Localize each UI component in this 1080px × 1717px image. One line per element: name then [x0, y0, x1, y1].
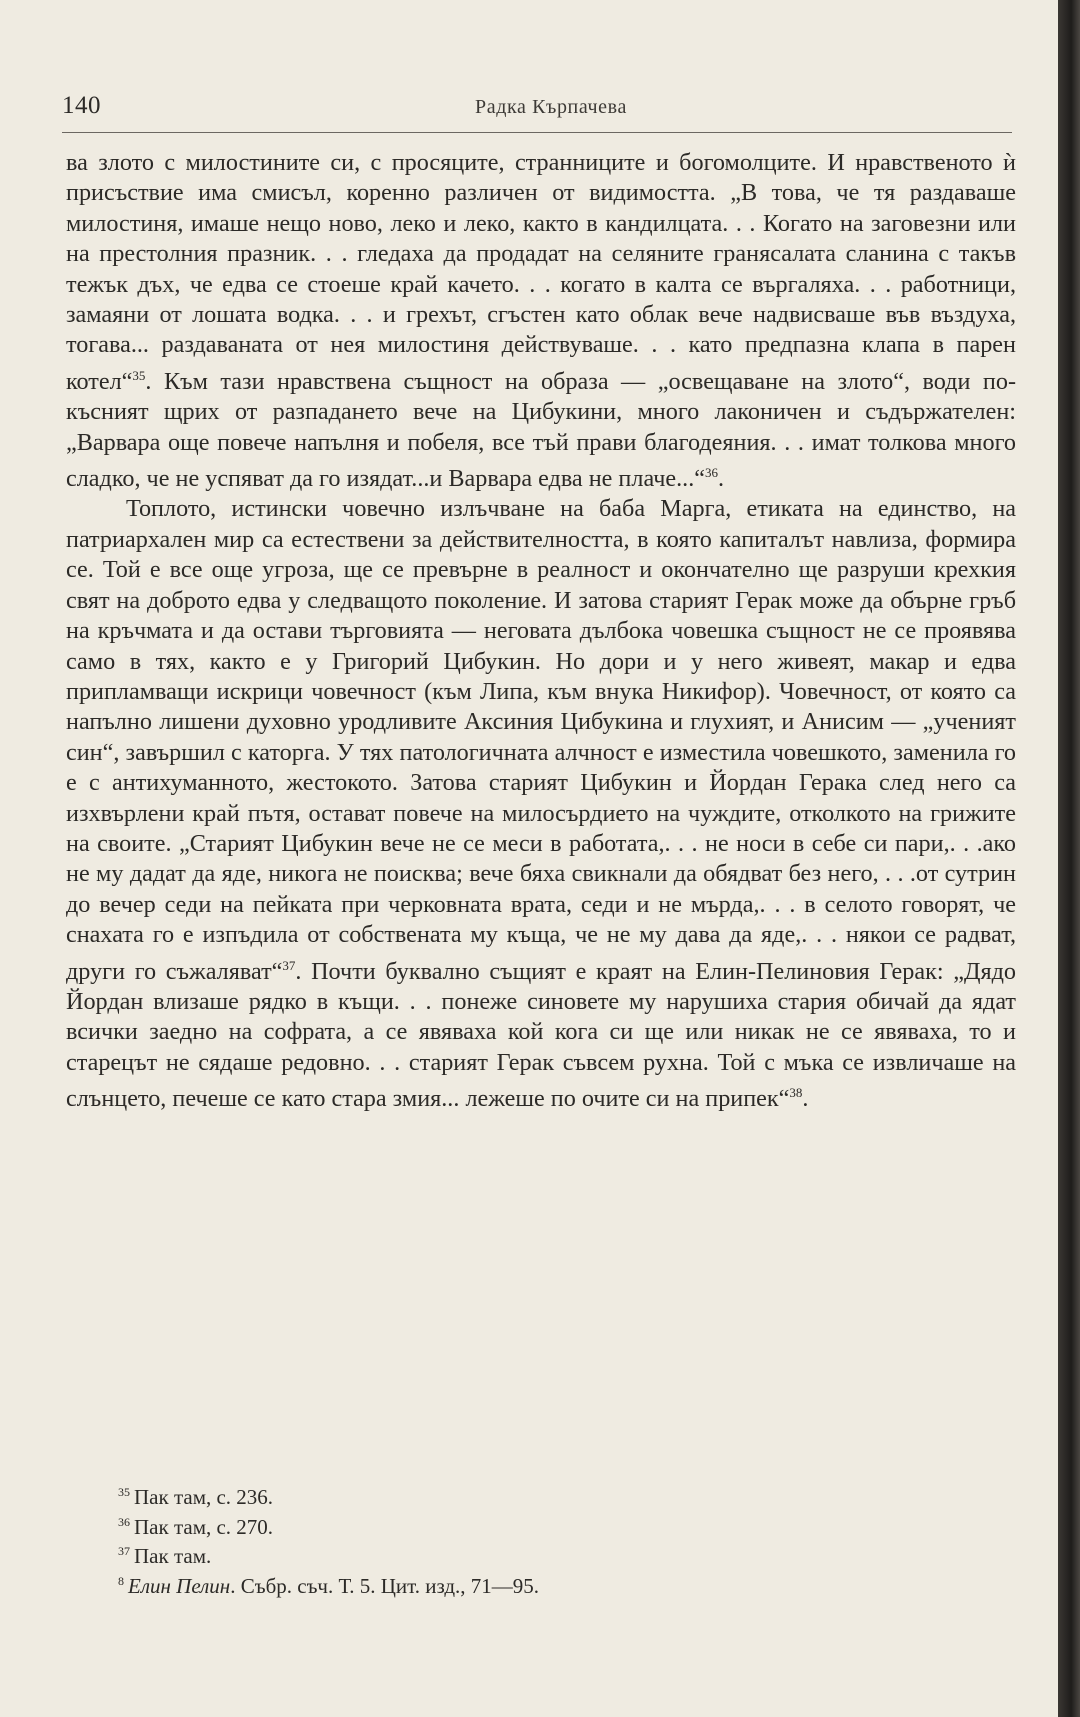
running-title: Радка Кърпачева — [475, 96, 627, 118]
footnote-text: Пак там, с. 236. — [134, 1485, 274, 1509]
footnote-38 — [66, 1569, 966, 1599]
footnote-number: 8 — [118, 1573, 124, 1588]
footnote-text: Пак там. — [134, 1544, 212, 1568]
paragraph-2 — [66, 494, 1016, 1114]
footnote-author: Елин Пелин — [128, 1573, 231, 1598]
paragraph-1-text-c: . — [718, 465, 725, 493]
body-text — [66, 148, 1016, 1115]
paragraph-1-text-a: ва злото с милостините си, с просяците, странниците и богомолците. И нравственото ѝ присъствие има смисъл, коренно различен от видимостта. „В това, че тя раздаваше милостиня, имаше нещо ново, леко и леко, както в кандилцата. . . Когато на заговезни или на престолния празник. . . гледаха да продадат на селяните гранясалата сланина с такъв тежък дъх, че едва се стоеше край качето. . . когато в калта се въргаляха. . . работници, замаяни от лошата водка. . . и грехът, сгъстен като облак вече надвисваше във въздуха, тогава... раздаваната от нея милостиня действуваше. . . като предпазна клапа в парен котел“ — [66, 149, 1016, 395]
footnote-ref-38: 38 — [789, 1085, 803, 1101]
footnote-number: 37 — [118, 1544, 130, 1558]
page-number: 140 — [62, 92, 101, 119]
footnote-ref-35: 35 — [132, 367, 146, 383]
paragraph-2-text-b: . Почти буквално същият е краят на Елин-Пелиновия Герак: „Дядо Йордан влизаше рядко в къщи. . . понеже синовете му нарушиха стария обичай да ядат всички заедно на софрата, а се явяваха кой кога си ще или никак не се явяваха, то и старецът не сядаше редовно. . . старият Герак съвсем рухна. Той с мъка се извличаше на слънцето, печеше се като стара змия... лежеше по очите си на припек“ — [66, 957, 1016, 1113]
paragraph-2-text-c: . — [802, 1085, 809, 1113]
paragraph-1-text-b: . Към тази нравствена същност на образа — „освещаване на злото“, води по-късният щрих от разпадането вече на Цибукини, много лаконичен и съдържателен: „Варвара още повече напълня и побеля, все тъй прави благодеяния. . . имат толкова много сладко, че не успяват да го изядат...и Варвара едва не плаче...“ — [66, 367, 1016, 493]
header-rule — [62, 132, 1012, 133]
footnote-text: . Събр. съч. Т. 5. Цит. изд., 71—95. — [230, 1573, 540, 1598]
footnote-ref-37: 37 — [282, 957, 296, 973]
page-header — [62, 92, 1012, 132]
footnote-ref-36: 36 — [705, 465, 718, 481]
paragraph-1 — [66, 148, 1016, 494]
footnote-37 — [66, 1539, 966, 1569]
footnotes — [66, 1480, 966, 1598]
footnote-number: 36 — [118, 1514, 130, 1529]
footnote-number: 35 — [118, 1485, 130, 1499]
footnote-36 — [66, 1510, 966, 1540]
footnote-text: Пак там, с. 270. — [134, 1514, 274, 1539]
footnote-35 — [66, 1480, 966, 1510]
book-spine-edge — [1058, 0, 1080, 1717]
paragraph-2-text-a: Топлото, истински човечно излъчване на баба Марга, етиката на единство, на патриархален мир са естествени за действителността, в която капиталът навлиза, формира се. Той е все още угроза, ще се превърне в реалност и окончателно ще разруши крехкия свят на доброто едва у следващото поколение. И затова старият Герак може да обърне гръб на кръчмата и да остави търговията — неговата дълбока човешка същност не се проявява само в тях, както е у Григорий Цибукин. Но дори и у него живеят, макар и едва припламващи искрици човечност (към Липа, към внука Никифор). Човечност, от която са напълно лишени духовно уродливите Аксиния Цибукина и глухият, и Анисим — „ученият син“, завършил с каторга. У тях патологичната алчност е изместила човешкото, заменила го е с антихуманното, жестокото. Затова старият Цибукин и Йордан Герака след него са изхвърлени край пътя, остават повече на милосърдието на чуждите, отколкото на грижите на своите. „Старият Цибукин вече не се меси в работата,. . . не носи в себе си пари,. . .ако не му дадат да яде, никога не поисква; вече бяха свикнали да обядват без него, . . .от сутрин до вечер седи на пейката при черковната врата, седи и не мърда,. . . в селото говорят, че снахата го е изпъдила от собствената му къща, че не му дава да яде,. . . някои се радват, други го съжаляват“ — [66, 495, 1016, 985]
